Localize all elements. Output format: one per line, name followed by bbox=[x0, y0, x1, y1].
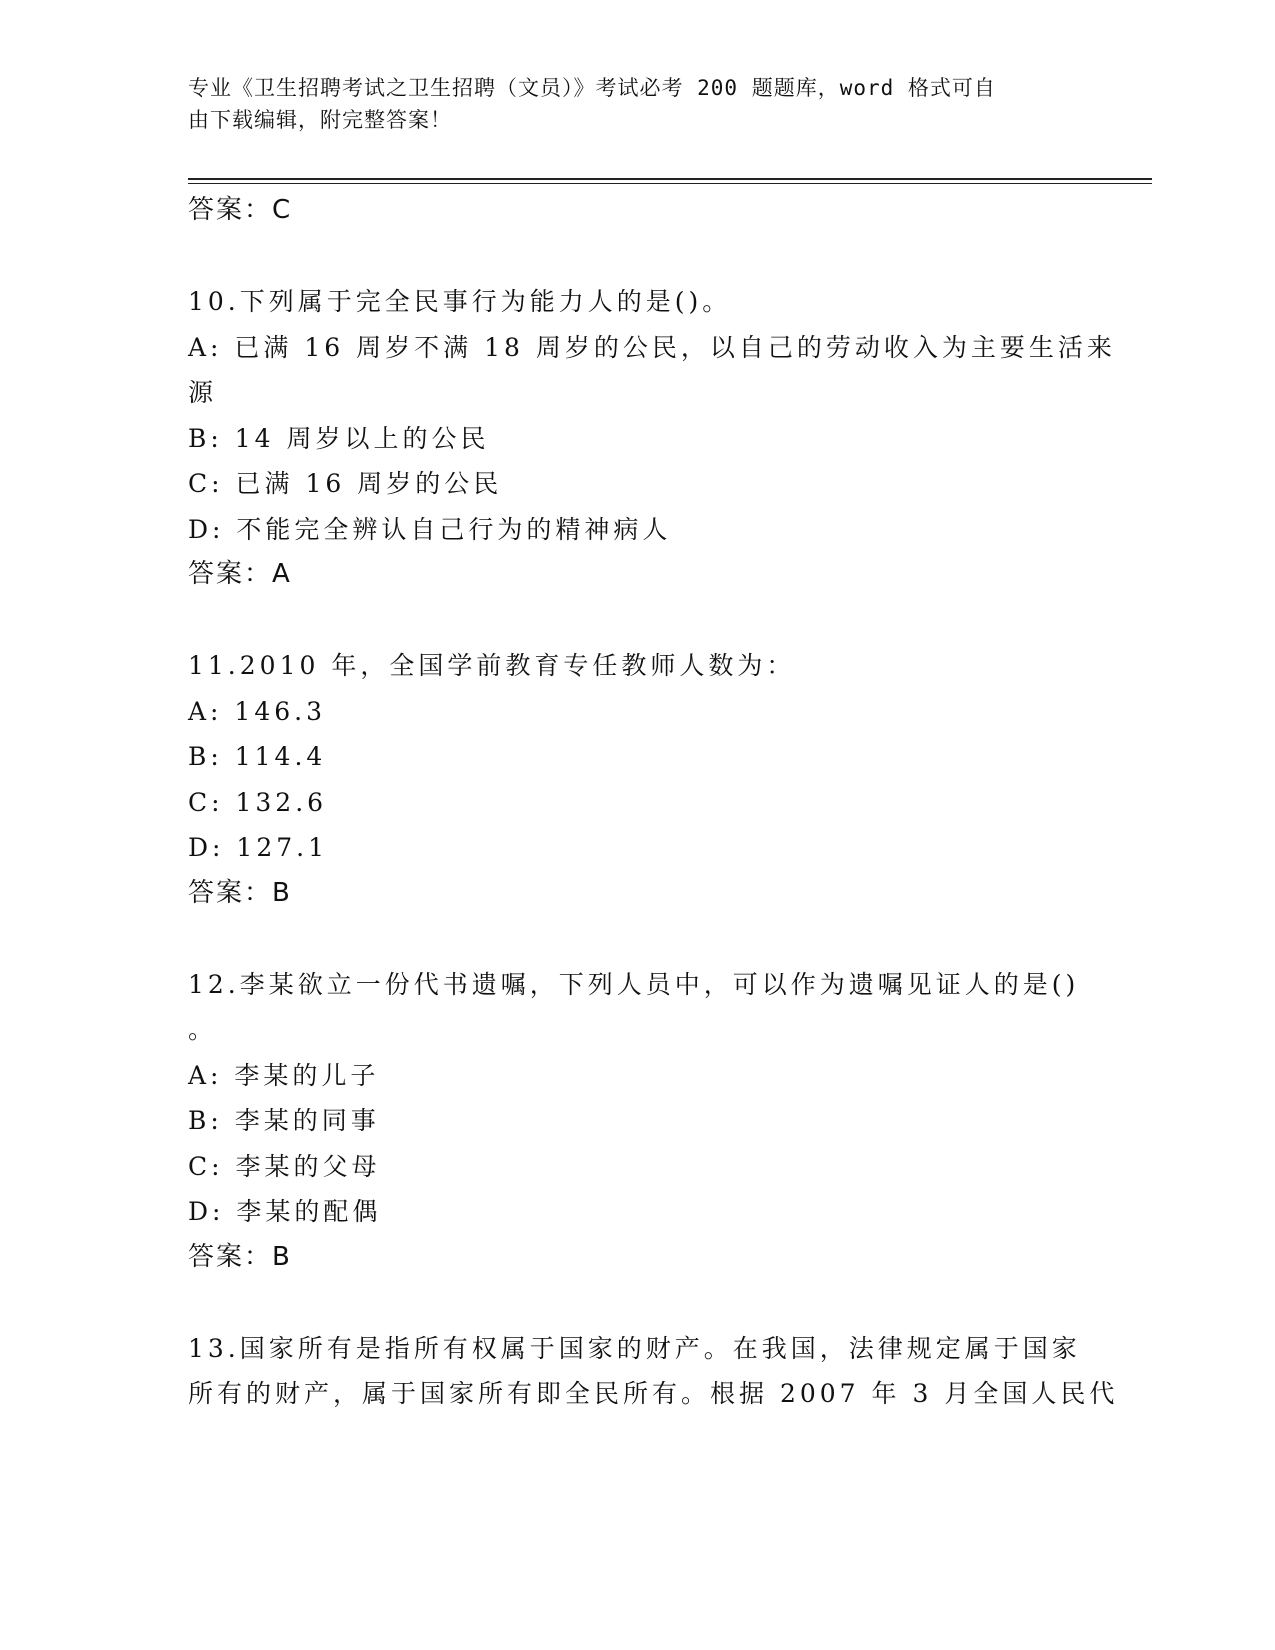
question-11-answer: 答案：B bbox=[188, 877, 292, 908]
question-10-option-c: C: 已满 16 周岁的公民 bbox=[188, 469, 503, 498]
header-rule-thick bbox=[188, 178, 1152, 180]
document-body bbox=[188, 188, 1119, 1417]
question-12-option-b: B: 李某的同事 bbox=[188, 1106, 380, 1135]
question-13 bbox=[188, 1326, 1119, 1417]
question-10-answer: 答案：A bbox=[188, 559, 292, 589]
question-13-text: 13.国家所有是指所有权属于国家的财产。在我国，法律规定属于国家 bbox=[188, 1333, 1081, 1363]
question-10-option-a: A: 已满 16 周岁不满 18 周岁的公民，以自己的劳动收入为主要生活来 bbox=[188, 332, 1116, 362]
spacer bbox=[188, 234, 1088, 280]
question-12-text: 12.李某欲立一份代书遗嘱，下列人员中，可以作为遗嘱见证人的是() bbox=[188, 969, 1080, 999]
question-12-option-a: A: 李某的儿子 bbox=[188, 1060, 380, 1090]
question-11 bbox=[188, 643, 1088, 916]
question-13-text-cont: 所有的财产，属于国家所有即全民所有。根据 2007 年 3 月全国人民代 bbox=[188, 1379, 1119, 1408]
header-line-2: 由下载编辑，附完整答案！ bbox=[188, 108, 452, 132]
question-11-option-c: C: 132.6 bbox=[188, 787, 328, 817]
question-10-text: 10.下列属于完全民事行为能力人的是()。 bbox=[188, 287, 732, 316]
question-12-option-d: D: 李某的配偶 bbox=[188, 1197, 382, 1226]
question-12-text-cont: 。 bbox=[188, 1015, 218, 1044]
question-10-option-b: B: 14 周岁以上的公民 bbox=[188, 423, 490, 453]
question-12-answer: 答案：B bbox=[188, 1241, 292, 1272]
spacer bbox=[188, 598, 1088, 644]
question-10 bbox=[188, 279, 1116, 598]
question-10-option-d: D: 不能完全辨认自己行为的精神病人 bbox=[188, 514, 672, 544]
question-12 bbox=[188, 962, 1088, 1281]
page-header bbox=[188, 72, 1068, 136]
question-11-option-d: D: 127.1 bbox=[188, 833, 328, 862]
spacer bbox=[188, 1280, 1088, 1326]
question-10-option-a-cont: 源 bbox=[188, 378, 218, 407]
question-11-option-b: B: 114.4 bbox=[188, 742, 327, 771]
question-12-option-c: C: 李某的父母 bbox=[188, 1151, 381, 1181]
header-line-1: 专业《卫生招聘考试之卫生招聘（文员）》考试必考 200 题题库，word 格式可自 bbox=[188, 76, 996, 100]
spacer bbox=[188, 916, 1088, 962]
answer-9: 答案：C bbox=[188, 195, 293, 225]
question-11-option-a: A: 146.3 bbox=[188, 696, 326, 726]
header-rule-thin bbox=[188, 183, 1152, 184]
question-11-text: 11.2010 年，全国学前教育专任教师人数为： bbox=[188, 651, 796, 680]
